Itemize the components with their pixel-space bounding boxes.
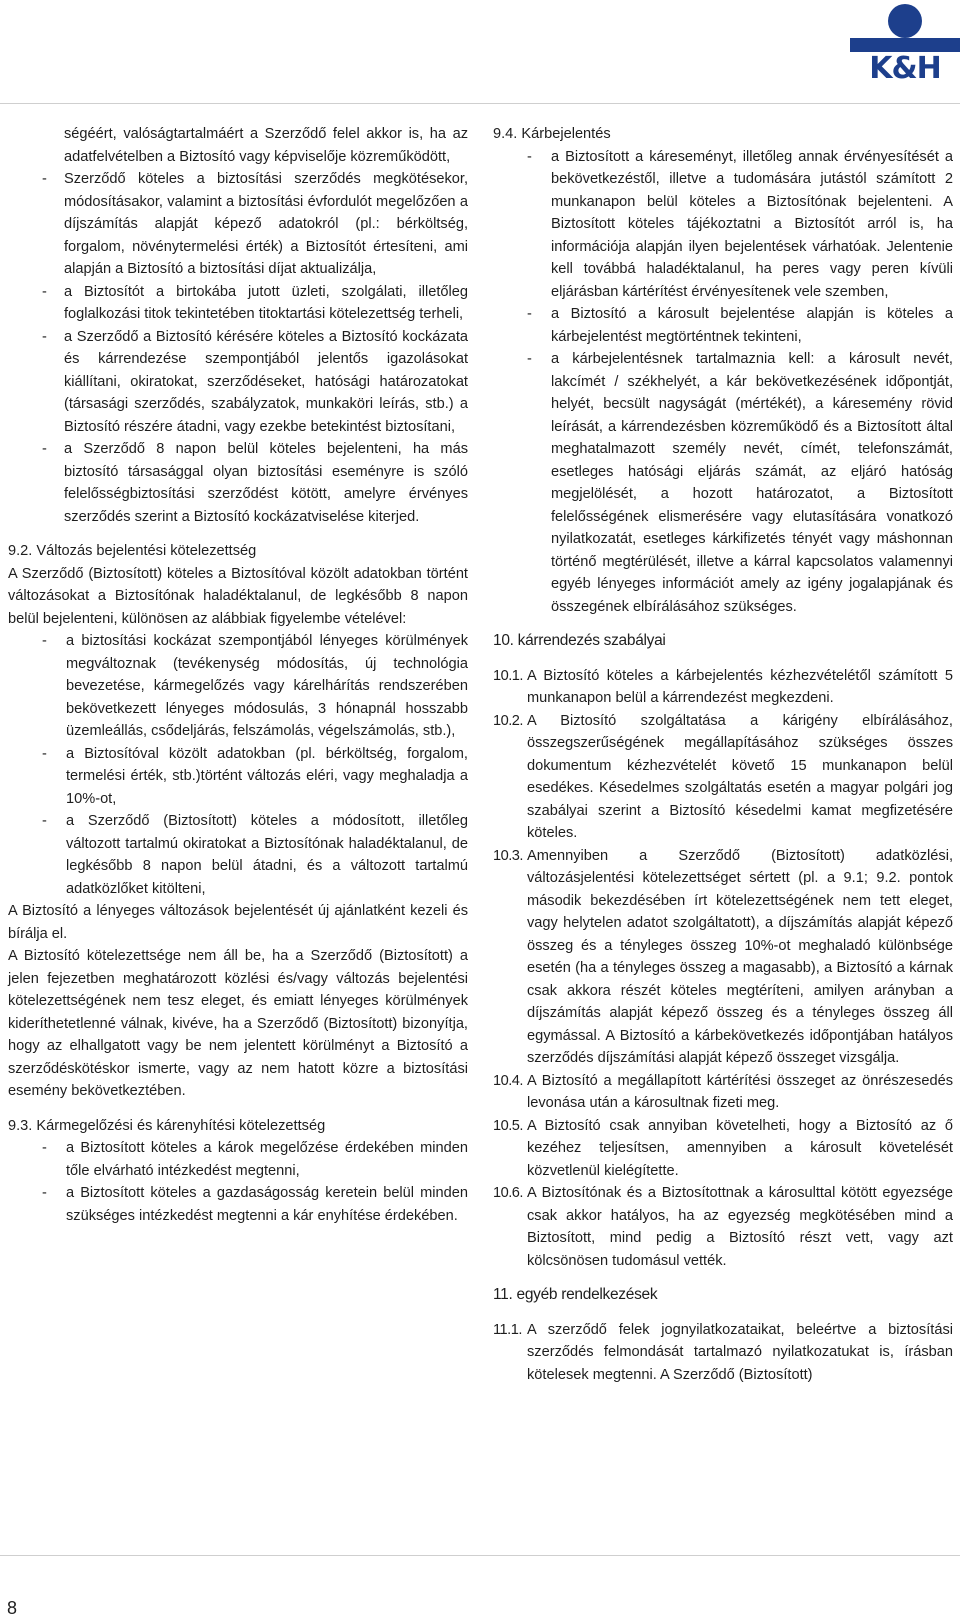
list-item: - a Biztosított köteles a gazdaságosság keretein belül minden szükséges intézkedést megtenni a kár enyhítése érdekében. [42,1185,468,1224]
section-9-4-heading: 9.4. Kárbejelentés [493,126,611,142]
list-item: - a Biztosítót a birtokába jutott üzleti, szolgálati, illetőleg foglalkozási titok tekintetében titoktartási kötelezettség terheli, [42,283,468,322]
section-9-2-paragraph: A Biztosító kötelezettsége nem áll be, ha a Szerződő (Biztosított) a jelen fejezetben meghatározott közlési és/vagy változás bejelentési kötelezettségének nem tesz eleget, és emiatt lényeges körülmények kideríthetetlenné válnak, kivéve, ha a Szerződő (Biztosított) bizonyítja, hogy az elhallgatott vagy be nem jelentett körülményt a Biztosító a szerződéskötéskor ismerte, vagy az nem hatott közre a biztosítási esemény bekövetkeztében. [8,948,468,1099]
section-11-heading: 11. egyéb rendelkezések [493,1286,658,1303]
list-item: - a Biztosítóval közölt adatokban (pl. bérköltség, forgalom, termelési érték, stb.)történt változás eléri, vagy meghaladja a 10%-ot, [42,745,468,807]
logo-text: K&H [869,51,941,86]
section-9-2-intro: A Szerződő (Biztosított) köteles a Biztosítóval közölt adatokban történt változásokat a Biztosítónak haladéktalanul, de legkésőbb 8 napon belül bejelenteni, különösen az alábbiak figyelembe vételével: [8,565,468,627]
numbered-item: 10.4. A Biztosító a megállapított kártérítési összeget az önrészesedés levonása után a károsultnak fizeti meg. [493,1072,953,1111]
numbered-item: 10.6. A Biztosítónak és a Biztosítottnak a károsulttal kötött egyezsége csak akkor hatályos, ha az egyezség megkötésében mind a Biztosított, mind pedig a Biztosító részt vett, vagy azt kölcsönösen tudomásul vették. [493,1185,953,1269]
list-item: - a Biztosító a károsult bejelentése alapján is köteles a kárbejelentést megtörténtnek tekinteni, [527,306,953,345]
section-9-3-heading: 9.3. Kármegelőzési és kárenyhítési kötelezettség [8,1117,326,1134]
top-divider [0,103,960,104]
list-item: - a Biztosított köteles a károk megelőzése érdekében minden tőle elvárható intézkedést megtenni, [42,1140,468,1179]
section-9-2-heading: 9.2. Változás bejelentési kötelezettség [8,543,257,559]
numbered-item: 10.5. A Biztosító csak annyiban követelheti, hogy a Biztosító az ő kezéhez teljesítsen, amennyiben a károsult követelését közvetlenül kielégítette. [493,1117,953,1179]
left-column [8,123,468,1227]
section-10-heading: 10. kárrendezés szabályai [493,632,666,649]
list-item: - Szerződő köteles a biztosítási szerződés megkötésekor, módosításakor, valamint a biztosítási évfordulót megelőzően a díjszámítás alapját képező adatokról (pl.: bérköltség, forgalom, növénytermelési érték) a Biztosítót értesíteni, ami alapján a Biztosító a biztosítási díjat aktualizálja, [42,171,468,277]
numbered-item: 10.3. Amennyiben a Szerződő (Biztosított) adatközlési, változásjelentési kötelezettséget sértett (pl. a 9.1; 9.2. pontok második bekezdésében írt kötelezettségének nem tett eleget, vagy helytelen adatot szolgáltatott), a díjszámítás alapját képező összeg és a tényleges összeg 10%-ot meghaladó különbsége esetén (ha a tényleges összeg a magasabb), a Biztosító a kárnak csak akkora részét köteles megtéríteni, amilyen arányban a díjszámítás alapját képező összeg és a tényleges összeg áll egymással. A Biztosító a kárbekövetkezés időpontjában hatályos szerződés díjszámítási alapját képező összeget vizsgálja. [493,847,953,1066]
section-9-2-paragraph: A Biztosító a lényeges változások bejelentését új ajánlatként kezeli és bírálja el. [8,903,468,942]
kh-logo [850,4,960,84]
list-item: - a biztosítási kockázat szempontjából lényeges körülmények megváltoznak (tevékenység módosítás, új technológia bevezetése, kármegelőzés vagy kárelhárítás rendszerében bekövetkezett lényeges módosulás, 3 hónapnál hosszabb üzemleállás, csődeljárás, felszámolás, végelszámolás, stb.), [42,633,468,739]
list-item: - a kárbejelentésnek tartalmaznia kell: a károsult nevét, lakcímét / székhelyét, a kár bekövetkezésének időpontját, helyét, becsült nagyságát (mértékét), a káresemény rövid leírását, a kárrendezésben közreműködő és a Biztosított által meghatalmazott személy nevét, címét, telefonszámát, esetleges hatósági eljárás számát, az eljáró hatóság megjelölését, a hozott határozatot, a Biztosított felelősségének elismerésére vagy elutasítására vonatkozó nyilatkozatát, esetleges kárkifizetés tényét vagy máshonnan történő megtérülését, illetve a kárral kapcsolatos valamennyi egyéb lényeges információt amely az igény jogalapjának és összegének elbírálásához szükséges. [527,351,953,615]
logo-bar [850,38,960,52]
list-item: - a Szerződő (Biztosított) köteles a módosított, illetőleg változott tartalmú okiratokat a Biztosítónak haladéktalanul, de legkésőbb 8 napon belül átadni, és a változott tartalmú adatközlőket kitölteni, [42,813,468,897]
list-item: - a Biztosított a káreseményt, illetőleg annak érvényesítését a bekövetkezéstől, illetve a tudomására jutástól számított 2 munkanapon belül köteles a Biztosítónak bejelenteni. A Biztosított köteles tájékoztatni a Biztosítót arról is, ha információja alapján ilyen bejelentések várhatóak. Jelentenie kell továbbá haladéktalanul, ha peres vagy peren kívüli eljárásban kártérítést érvényesítenek vele szemben, [527,148,953,300]
numbered-item: 11.1. A szerződő felek jognyilatkozataikat, beleértve a biztosítási szerződés felmondását tartalmazó nyilatkozatukat is, írásban kötelesek megtenni. A Szerződő (Biztosított) [493,1321,953,1383]
list-item: - a Szerződő a Biztosító kérésére köteles a Biztosító kockázata és kárrendezése szempontjából jelentős igazolásokat kiállítani, okiratokat, szerződéseket, hatósági határozatokat (társasági szerződés, szabályzatok, munkaköri leírás, stb.) a Biztosító részére átadni, vagy ezekbe betekintést biztosítani, [42,328,468,435]
list-item: - a Szerződő 8 napon belül köteles bejelenteni, ha más biztosító társasággal olyan biztosítási eseményre is szóló felelősségbiztosítási szerződést kötött, amelyre érvényes szerződés szerint a Biztosító kockázatviselése kiterjed. [42,441,468,525]
left-lead-paragraph: ségéért, valóságtartalmáért a Szerződő felel akkor is, ha az adatfelvételben a Biztosító vagy képviselője közreműködött, [64,126,468,165]
bottom-divider [0,1555,960,1556]
numbered-item: 10.2. A Biztosító szolgáltatása a kárigény elbírálásához, összegszerűségének megállapításához szükséges összes dokumentum kézhezvételét követő 15 munkanapon belül esedékes. Késedelmes szolgáltatás esetén a magyar polgári jog szabályai szerint a Biztosító késedelmi kamat megfizetésére köteles. [493,712,953,841]
page-number: 8 [7,1598,18,1618]
numbered-item: 10.1. A Biztosító köteles a kárbejelentés kézhezvételétől számított 5 munkanapon belül a kárrendezést megkezdeni. [493,667,953,706]
right-column [493,123,953,1386]
logo-circle [888,4,922,38]
